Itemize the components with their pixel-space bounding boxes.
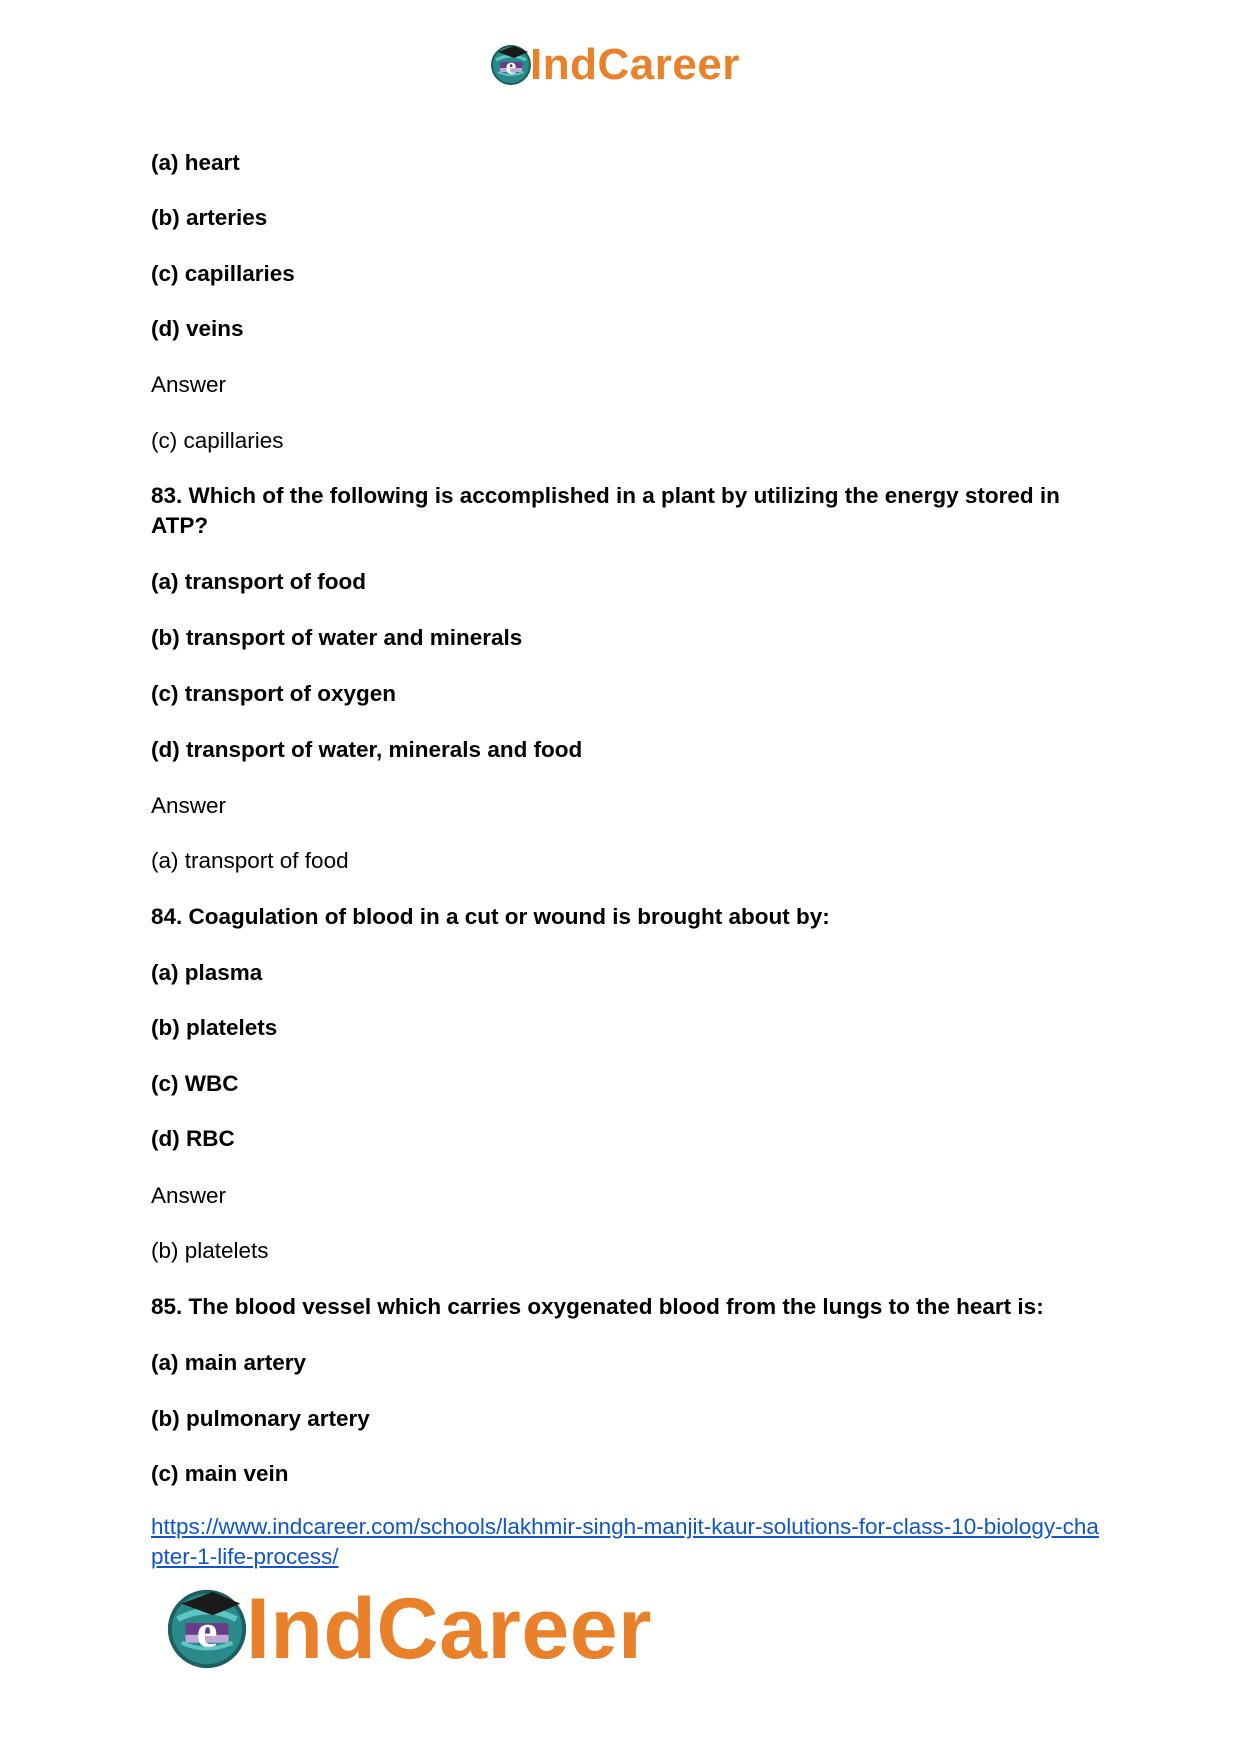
q84-answer-label: Answer xyxy=(151,1183,227,1208)
q82-option-a: (a) heart xyxy=(151,150,240,175)
svg-text:e: e xyxy=(196,1605,218,1658)
q84-option-b: (b) platelets xyxy=(151,1015,278,1040)
q83-option-c: (c) transport of oxygen xyxy=(151,681,397,706)
q82-option-c: (c) capillaries xyxy=(151,261,295,286)
logo-globe-icon xyxy=(162,1584,252,1674)
q83-option-a: (a) transport of food xyxy=(151,569,366,594)
q83-answer-label: Answer xyxy=(151,793,227,818)
q82-answer: (c) capillaries xyxy=(151,428,284,453)
source-link[interactable]: https://www.indcareer.com/schools/lakhmir-singh-manjit-kaur-solutions-for-class-10-biology-chapter-1-life-process/ xyxy=(151,1514,1099,1569)
q85-question: 85. The blood vessel which carries oxygenated blood from the lungs to the heart is: xyxy=(151,1294,1044,1319)
q84-question: 84. Coagulation of blood in a cut or wound is brought about by: xyxy=(151,904,830,929)
q84-option-a: (a) plasma xyxy=(151,960,263,985)
header-logo xyxy=(488,42,740,88)
q85-option-a: (a) main artery xyxy=(151,1350,307,1375)
q82-option-b: (b) arteries xyxy=(151,205,268,230)
q82-answer-label: Answer xyxy=(151,372,227,397)
q84-answer: (b) platelets xyxy=(151,1238,269,1263)
q85-option-c: (c) main vein xyxy=(151,1461,289,1486)
q83-question-line1: 83. Which of the following is accomplished in a plant by utilizing the energy stored in xyxy=(151,483,1060,508)
q83-answer: (a) transport of food xyxy=(151,848,349,873)
svg-text:e: e xyxy=(505,54,517,80)
q84-option-c: (c) WBC xyxy=(151,1071,239,1096)
q82-option-d: (d) veins xyxy=(151,316,244,341)
header-logo-text: IndCareer xyxy=(530,40,740,89)
logo-globe-icon xyxy=(488,42,534,88)
q83-option-b: (b) transport of water and minerals xyxy=(151,625,523,650)
footer-logo-text: IndCareer xyxy=(246,1581,652,1677)
q84-option-d: (d) RBC xyxy=(151,1126,235,1151)
footer-logo xyxy=(162,1581,652,1677)
q83-option-d: (d) transport of water, minerals and food xyxy=(151,737,583,762)
q83-question-line2: ATP? xyxy=(151,513,209,538)
q85-option-b: (b) pulmonary artery xyxy=(151,1406,370,1431)
